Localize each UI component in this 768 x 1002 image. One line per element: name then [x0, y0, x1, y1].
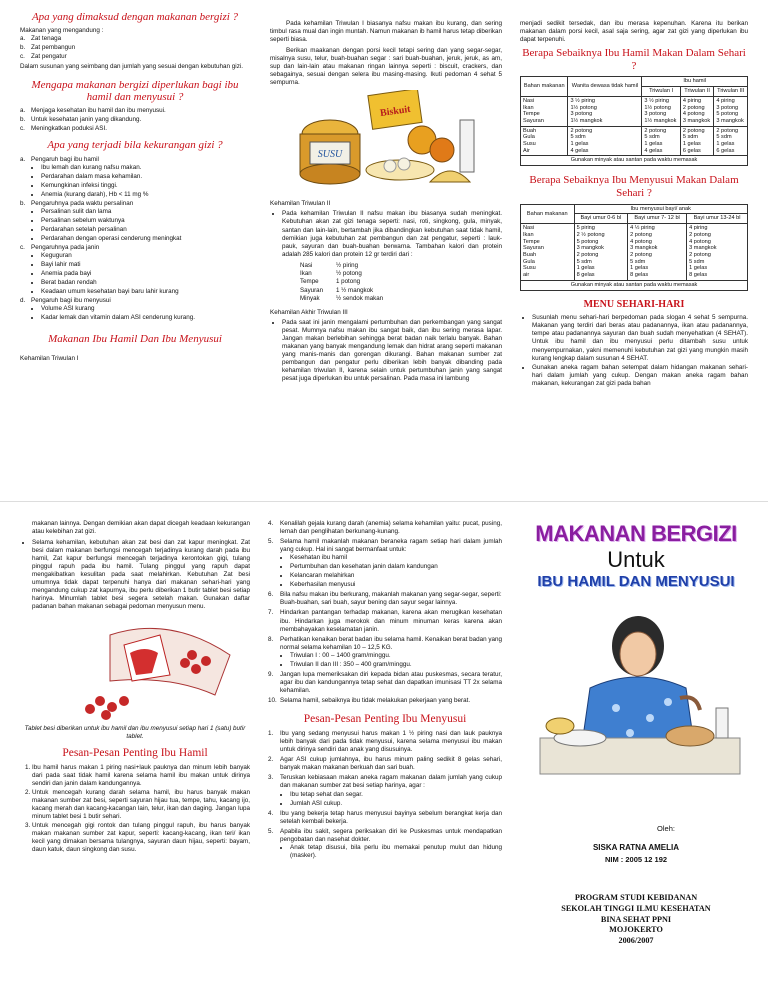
table-cell: 4 piring 2 potong 4 potong 3 mangkok — [680, 96, 714, 126]
list-text: Menjaga kesehatan ibu hamil dan ibu menyusui. — [31, 107, 166, 115]
sub-item: • Pertumbuhan dan kesehatan janin dalam kandungan — [290, 563, 502, 571]
group-letter: c. — [20, 244, 25, 252]
th-baby-0-6: Bayi umur 0-6 bl — [574, 214, 628, 224]
heading-lack: Apa yang terjadi bila kekurangan gizi ? — [47, 139, 223, 152]
nutrition-amount: ½ potong — [336, 270, 362, 278]
institution-line: PROGRAM STUDI KEBIDANAN — [574, 892, 698, 902]
item-text: Bila nafsu makan ibu berkurang, makanlah makanan yang segar-segar, seperti: — [280, 591, 502, 599]
list-text: Zat pembangun — [31, 44, 76, 52]
numbered-item — [268, 756, 502, 772]
panel-top-left — [20, 8, 250, 496]
group-item: • Anemia pada bayi — [41, 270, 250, 278]
pregnant-portion-table — [520, 76, 748, 156]
author-name: SISKA RATNA AMELIA — [592, 843, 680, 853]
table-cell: Buah Gula Susu Air — [521, 126, 568, 156]
group-title: Pengaruh bagi ibu menyusui — [31, 297, 111, 305]
heading-why: Mengapa makanan bergizi diperlukan bagi ibu hamil dan menyusui ? — [31, 78, 239, 103]
food-illustration — [270, 90, 502, 196]
pregnant-message: 1. Ibu hamil harus makan 1 piring nasi+lauk pauknya dan minum lebih banyak dari pada saat tidak hamil karena selama hamil ibu makan untuk dirinya sendiri dan janin dalam kandungannya. — [32, 764, 250, 788]
nursing-portion-table — [520, 204, 748, 281]
group-item: • Keadaan umum kesehatan bayi baru lahir kurang — [41, 288, 250, 296]
panel-bottom-middle — [268, 520, 502, 998]
th-pregnant: Ibu hamil — [642, 77, 748, 87]
heading-nursing-messages: Pesan-Pesan Penting Ibu Menyusui — [303, 712, 467, 725]
item-number: 5. — [268, 827, 274, 835]
list-item — [20, 125, 250, 133]
numbered-item — [268, 671, 502, 695]
table-cell: 2 potong 5 sdm 1 gelas 6 gelas — [714, 126, 748, 156]
th-baby-7-12: Bayi umur 7- 12 bl — [628, 214, 687, 224]
table-cell: 2 potong 5 sdm 1 gelas 4 gelas — [642, 126, 680, 156]
numbered-item — [268, 591, 502, 607]
pregnant-message: 2. Untuk mencegah kurang darah selama hamil, ibu harus banyak makan makanan sumber zat besi, seperti sayuran hijau tua, tempe, tahu, kacang ijo, kacang merah dan kacang-kacangan lain, telur, ikan dan daging. Jangan lupa minum tablet besi 1 butir sehari. — [32, 789, 250, 821]
sub-item: • Jumlah ASI cukup. — [290, 800, 502, 808]
definition-title: Makanan yang mengandung : — [20, 27, 104, 35]
group-item: • Keguguran — [41, 252, 250, 260]
group-item: • Perdarahan dengan operasi cenderung meningkat — [41, 235, 250, 243]
item-number: 10. — [268, 696, 277, 704]
panel-top-right — [520, 20, 748, 496]
cover-illustration — [520, 598, 752, 778]
numbered-item — [268, 538, 502, 589]
item-text: Selama hamil, sebaiknya ibu tidak melakukan pekerjaan yang berat. — [280, 696, 471, 704]
iron-tablet-image — [20, 615, 250, 723]
lack-group — [20, 156, 250, 199]
heading-food: Makanan Ibu Hamil Dan Ibu Menyusui — [48, 332, 222, 345]
list-letter: b. — [20, 116, 26, 124]
sub-item: • Anak tetap disusui, bila perlu ibu memakai penutup mulut dan hidung (masker). — [290, 844, 502, 860]
list-text: Meningkatkan poduksi ASI. — [31, 125, 107, 133]
item-number: 6. — [268, 591, 274, 599]
th-nursing: Ibu menyusui bayi/ anak — [574, 204, 747, 214]
menu-item: • Gunakan aneka ragam bahan setempat dalam hidangan makanan sehari-hari dalam jumlah yang cukup. Dengan makan aneka ragam bahan makanan, kekurangan zat gizi pada bahan — [532, 364, 748, 388]
table-cell: 3 ½ piring 1½ potong 3 potong 1½ mangkok — [568, 96, 642, 126]
table-cell: Nasi Ikan Tempe Sayuran Buah Gula Susu air — [521, 224, 575, 281]
item-text: Perhatikan kenaikan berat badan ibu selama hamil. Kenaikan berat badan yang normal selama kehamilan 10 – 12,5 KG. — [280, 635, 502, 651]
nutrition-name: Ikan — [300, 270, 312, 278]
list-text: Untuk kesehatan janin yang dikandung. — [31, 116, 142, 124]
table-cell: 4 ½ piring 2 potong 4 potong 3 mangkok 2 potong 5 sdm 1 gelas 8 gelas — [628, 224, 687, 281]
item-number: 7. — [268, 609, 274, 617]
item-number: 4. — [268, 520, 274, 527]
numbered-item — [268, 828, 502, 860]
list-letter: b. — [20, 44, 26, 52]
heading-definition: Apa yang dimaksud dengan makanan bergizi ? — [31, 11, 239, 23]
sub-item: • Triwulan I : 00 – 1400 gram/minggu. — [290, 652, 502, 660]
group-letter: b. — [20, 199, 26, 207]
trimester-3-paragraph: • Pada saat ini janin mengalami pertumbuhan dan perkembangan yang sangat pesat. Mumnya nafsu makan ibu sangat baik, dan ibu sering merasa lapar. Jangan makan berlebihan sehingga berat badan naik terlalu banyak. Bahan makanan yang banyak mengandung lemak dan hidrat arang seperti makanan yang manis-manis dan gorengan dikurangi. Bahan makanan sumber zat pembangun dan pengatur perlu diberikan lebih banyak dibanding pada kehamilan triwulan II, karena selain untuk pertumbuhan janin yang sangat pesat juga diperlukan ibu untuk persalinan. Pada masa ini lambung — [282, 318, 502, 382]
sub-item: • Triwulan II dan III : 350 – 400 gram/minggu. — [290, 661, 502, 669]
definition-paragraph: Dalam susunan yang seimbang dan jumlah yang sesuai dengan kebutuhan gizi. — [20, 62, 243, 70]
item-extra: Buah-buahan, sari buah, sayur bening dan sayur segar lainnya. — [280, 599, 458, 607]
numbered-item — [268, 810, 502, 826]
item-number: 1. — [268, 730, 274, 738]
mother-eating-image — [520, 598, 752, 778]
nutrition-name: Sayuran — [300, 286, 324, 294]
menu-list — [532, 314, 748, 387]
fold-line — [0, 501, 768, 502]
group-letter: d. — [20, 297, 26, 305]
lack-group — [20, 244, 250, 296]
institution-block — [520, 893, 752, 947]
trimester-1-advice: Berikan maakanan dengan porsi kecil tetapi sering dan yang segar-segar, misalnya susu, telur, buah-buahan segar : sari buah-buahan, jeruk, jeruk, as am, sup dan lain-lain atau makanan ringan lainnya seperti : biscuit, crackers, dan sebagainya, sesuai dengan selera ibu masing-masing. Ikuti pedoman 4 sehat 5 sempurna. — [270, 47, 502, 87]
group-item: • Anemia (kurang darah), Hb < 11 mg % — [41, 191, 250, 199]
sub-item: • Ibu tetap sehat dan segar. — [290, 791, 502, 799]
why-list — [20, 107, 250, 133]
sub-item: • Keberhasilan menyusui — [290, 581, 502, 589]
table-cell: Nasi Ikan Tempe Sayuran — [521, 96, 568, 126]
institution-line: SEKOLAH TINGGI ILMU KESEHATAN — [561, 903, 711, 913]
item-text: Jangan lupa memeriksakan diri kepada bidan atau puskesmas, secara teratur, agar ibu dan kandungannya tetap sehat dan dapatkan imunisasi TT 2x selama kehamilan. — [280, 670, 502, 694]
list-letter: c. — [20, 125, 25, 133]
group-title: Pengaruhnya pada janin — [31, 244, 100, 252]
nutrition-amount: ½ sendok makan — [336, 295, 384, 303]
item-text: Ibu yang sedang menyusui harus makan 1 ½ piring nasi dan lauk pauknya lebih banyak dari pada tidak menyusui, karena selama menyusui ibu makan untuk dirinya sendiri dan anak yang disusuinya. — [280, 730, 502, 754]
table-cell: 4 piring 2 potong 4 potong 3 mangkok 2 potong 5 sdm 1 gelas 8 gelas — [687, 224, 748, 281]
by-label: Oleh: — [657, 823, 675, 833]
iron-caption: Tablet besi diberikan untuk ibu hamil dan ibu menyusui setiap hari 1 (satu) butir tablet. — [24, 724, 246, 740]
group-item: • Kemungkinan infeksi tinggi. — [41, 182, 250, 190]
lack-group — [20, 200, 250, 243]
panel-cover — [520, 512, 752, 1000]
definition-list — [20, 35, 250, 61]
item-number: 2. — [268, 756, 274, 764]
institution-line: MOJOKERTO — [609, 925, 663, 935]
item-text: Apabila ibu sakit, segera periksakan diri ke Puskesmas untuk mendapatkan pengobatan dan nasehat dokter. — [280, 827, 502, 843]
biscuit-label: Biskuit — [379, 104, 412, 120]
table-cell: 2 potong 5 sdm 1 gelas 4 gelas — [568, 126, 642, 156]
group-item: • Persalinan sulit dan lama — [41, 208, 250, 216]
group-item: • Perdarahan dalam masa kehamilan. — [41, 173, 250, 181]
table-row — [521, 224, 748, 281]
list-letter: a. — [20, 107, 26, 115]
pregnant-messages-list — [32, 764, 250, 855]
numbered-item — [268, 697, 502, 705]
group-letter: a. — [20, 155, 26, 163]
numbered-item — [268, 774, 502, 807]
table-cell: 4 piring 3 potong 5 potong 3 mangkok — [714, 96, 748, 126]
institution-line: BINA SEHAT PPNI — [600, 914, 672, 924]
student-id: NIM : 2005 12 192 — [604, 855, 668, 865]
cover-title-2: Untuk — [607, 547, 665, 573]
menu-item: • Susunlah menu sehari-hari berpedoman pada slogan 4 sehat 5 sempurna. Makanan yang terdiri dari beras atau padanannya, ikan atau padanannya, tempe atau padanannya sayuran dan buah sudah menyehatkan (4 SEHAT). Untuk ibu hamil dan ibu menyusui perlu ditambah susu untuk menyempurnakan, yakni memenuhi kebutuhan zat gizi yang mungkin masih kurang lengkap dalam susunan 4 SEHAT. — [532, 314, 748, 362]
item-text: Selama hamil makanlah makanan beraneka ragam setiap hari dalam jumlah yang cukup. Hal ini sangat bermanfaat untuk: — [280, 538, 502, 554]
subheading-trimester-3: Kehamilan Akhir Triwulan III — [270, 308, 348, 316]
nutrition-amount: 1 potong — [336, 278, 361, 286]
group-item: • Perdarahan setelah persalinan — [41, 226, 250, 234]
nutrition-amount: 1 ½ mangkok — [336, 286, 374, 294]
table-note: Gunakan minyak atau santan pada waktu memasak — [520, 156, 748, 166]
list-text: Zat tenaga — [31, 35, 62, 43]
nutrition-list — [300, 262, 502, 304]
food-image — [270, 90, 502, 196]
numbered-item — [268, 520, 502, 536]
trimester-2-paragraph: • Pada kehamilan Triwulan II nafsu makan ibu biasanya sudah meningkat. Kebutuhan akan zat gizi tenaga seperti: nasi, roti, singkong, gula, minyak, santan dan lain-lain, bertambah jika dibandingkan kebutuhan saat tidak hamil, demikian juga kebutuhan zat pembangun dan zat pengatur, seperti : lauk-pauk, sayuran dan buah-buahan berwarna. Tambahan kalori dan protein adalah 285 kalori dan protein 12 gr terdiri dari : — [282, 210, 502, 258]
numbered-item — [268, 636, 502, 669]
th-baby-13-24: Bayi umur 13-24 bl — [687, 214, 748, 224]
group-title: Pengaruh bagi ibu hamil — [31, 155, 99, 163]
list-letter: a. — [20, 35, 26, 43]
pregnant-message: 3. Untuk mencegah gigi rontok dan tulang pinggul rapuh, ibu harus banyak makan makanan sumber zat kapur, seperti: kacang-kacang, ikan teri/ ikan kecil yang dimakan bersama tulangnya, sayuran daun hijau, seperti: bayam, daun katuk, daun singkong dan susu. — [32, 822, 250, 854]
heading-nursing-portion: Berapa Sebaiknya Ibu Menyusui Makan Dalam Sehari ? — [529, 174, 739, 200]
item-text: Agar ASI cukup jumlahnya, ibu harus minum paling sedikit 8 gelas sehari, banyak makan makanan berkuah dan sari buah. — [280, 756, 502, 772]
sub-item: • Kelancaran melahirkan — [290, 572, 502, 580]
item-text: Ibu yang bekerja tetap harus menyusui bayinya sebelum berangkat kerja dan setelah kembali bekerja. — [280, 809, 502, 825]
group-item: • Bayi lahir mati — [41, 261, 250, 269]
subheading-trimester-1: Kehamilan Triwulan I — [20, 354, 79, 362]
item-number: 4. — [268, 809, 274, 817]
iron-tablet-illustration — [20, 615, 250, 723]
group-item: • Persalinan sebelum waktunya — [41, 217, 250, 225]
table-cell: 3 ½ piring 1½ potong 3 potong 1½ mangkok — [642, 96, 680, 126]
item-text: Teruskan kebiasaan makan aneka ragam makanan dalam jumlah yang cukup dan makanan sumber zat besi setiap harinya, agar : — [280, 774, 502, 790]
list-text: Zat pengatur — [31, 53, 67, 61]
th-food-2: Bahan makanan — [521, 204, 575, 223]
subheading-trimester-2: Kehamilan Triwulan II — [270, 200, 331, 208]
group-item: • Volume ASI kurang — [41, 305, 250, 313]
nutrition-name: Nasi — [300, 261, 313, 269]
item-text: Hindarkan pantangan terhadap makanan, karena akan merugikan kesehatan ibu. Hindarkan juga merokok dan minum minuman keras karena akan membahayakan keselamatan janin. — [280, 609, 502, 633]
list-item — [20, 53, 250, 61]
nutrition-name: Tempe — [300, 278, 319, 286]
heading-pregnant-messages: Pesan-Pesan Penting Ibu Hamil — [62, 746, 208, 759]
group-item: • Kadar lemak dan vitamin dalam ASI cenderung kurang. — [41, 314, 250, 322]
lack-group — [20, 297, 250, 322]
th-food: Bahan makanan — [521, 77, 568, 96]
sub-item: • Kesehatan ibu hamil — [290, 554, 502, 562]
list-item — [20, 107, 250, 115]
list-item — [20, 44, 250, 52]
can-label: SUSU — [317, 149, 343, 161]
table-row — [521, 126, 748, 156]
iron-paragraph: • Selama kehamilan, kebutuhan akan zat besi dan zat kapur meningkat. Zat besi dalam makanan berfungsi mencegah terjadinya kurang darah pada ibu hamil, Zat kapur berfungsi mencegah terjadinya kerontokan gigi, tulang pinggul rapuh pada ibu hamil. Tulang pinggul yang rapuh dapat mengakibatkan kesulitan pada saat melahirkan. Kebutuhan Zat besi umumnya tidak dapat terpenuhi hanya dari makanan sehari-hari yang mengandung cukup zat kapurnya, ibu perlu diberikan 1 butir tablet besi setiap harinya. Minumlah tablet besi segera setelah makan. Gunakan daftar padanan bahan makanan sebagai pedoman menyusun menu. — [32, 539, 250, 611]
item-number: 5. — [268, 538, 274, 546]
nutrition-name: Minyak — [300, 295, 320, 303]
list-letter: c. — [20, 53, 25, 61]
heading-pregnant-portion: Berapa Sebaiknya Ibu Hamil Makan Dalam Sehari ? — [522, 47, 746, 72]
item-text: Kenalilah gejala kurang darah (anemia) selama kehamilan yaitu: pucat, pusing, lemah dan penglihatan berkunang-kunang. — [280, 520, 502, 536]
trimester-1-paragraph: Pada kehamilan Triwulan I biasanya nafsu makan ibu kurang, dan sering timbul rasa mual dan ingin muntah. Namun makanan ib hamil harus tetap diberikan seperti biasa. — [270, 20, 502, 44]
panel-bottom-left — [20, 520, 250, 998]
nutrition-amount: ½ piring — [336, 261, 359, 269]
group-item: • Berat badan rendah — [41, 279, 250, 287]
menu-continued: makanan lainnya. Dengan demikian akan dapat dicegah keadaan kekurangan atau kelebihan zat gizi. — [32, 520, 250, 536]
list-item — [20, 116, 250, 124]
panel-top-middle — [270, 20, 502, 498]
pregnant-messages-continued — [268, 520, 502, 705]
list-item — [20, 35, 250, 43]
table-cell: 5 piring 2 ½ potong 5 potong 3 mangkok 2 potong 5 sdm 1 gelas 8 gelas — [574, 224, 628, 281]
th-trimester-1: Triwulan I — [642, 87, 680, 97]
heading-menu: MENU SEHARI-HARI — [583, 298, 685, 310]
item-number: 8. — [268, 635, 274, 643]
group-item: • Ibu lemah dan kurang nafsu makan. — [41, 164, 250, 172]
table-row — [521, 96, 748, 126]
item-number: 9. — [268, 670, 274, 678]
group-title: Pengaruhnya pada waktu persalinan — [31, 199, 134, 207]
numbered-item — [268, 730, 502, 754]
table-cell: 2 potong 5 sdm 1 gelas 6 gelas — [680, 126, 714, 156]
cover-title-3: IBU HAMIL DAN MENYUSUI — [537, 573, 735, 591]
trimester-3-continued: menjadi sedikit tersedak, dan ibu merasa kepenuhan. Karena itu berikan makanan dalam porsi kecil, asal saja sering, agar zat gizi yang diperlukan ibu dapat terpenuhi. — [520, 20, 748, 44]
item-number: 3. — [268, 774, 274, 782]
numbered-item — [268, 609, 502, 633]
th-nonpregnant: Wanita dewasa tidak hamil — [568, 77, 642, 96]
th-trimester-3: Triwulan III — [714, 87, 748, 97]
institution-line: 2006/2007 — [618, 936, 654, 946]
cover-title-1: MAKANAN BERGIZI — [535, 521, 737, 546]
th-trimester-2: Triwulan II — [680, 87, 714, 97]
lack-list — [20, 156, 250, 323]
table-note-2: Gunakan minyak atau santan pada waktu memasak — [520, 281, 748, 291]
nursing-messages-list — [268, 730, 502, 860]
